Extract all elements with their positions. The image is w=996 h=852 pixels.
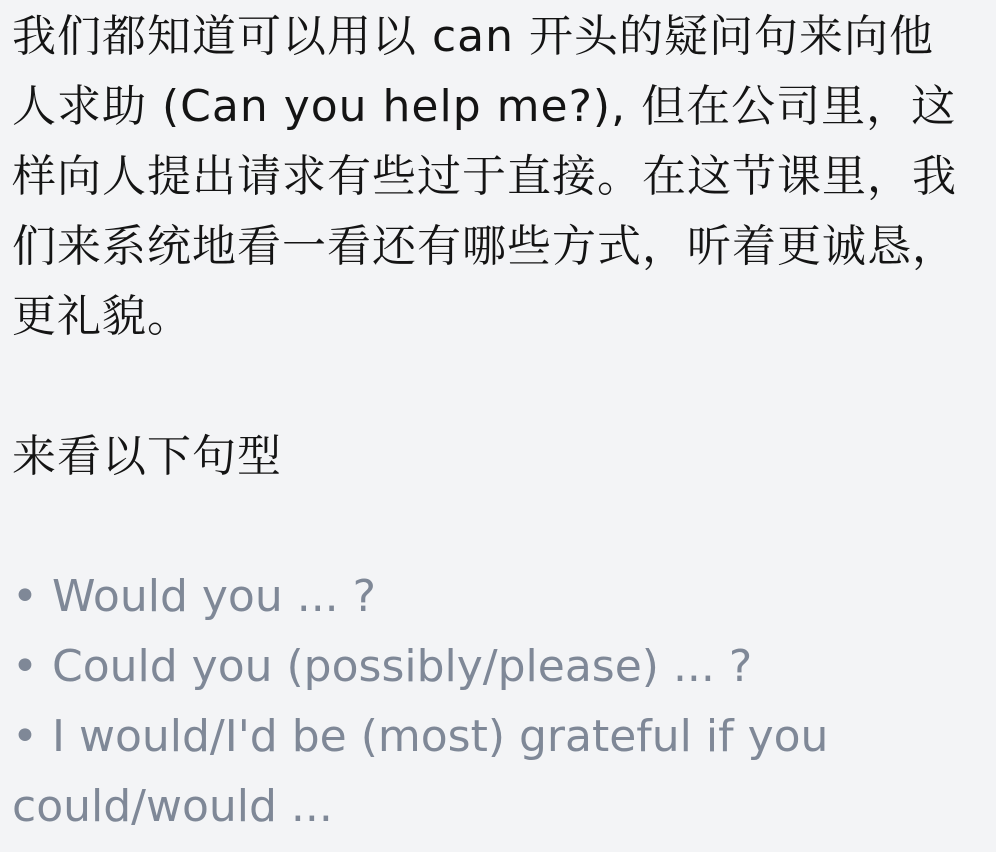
pattern-text: Would you ... ? bbox=[52, 571, 377, 622]
section-heading: 来看以下句型 bbox=[12, 431, 282, 482]
bullet-icon: • bbox=[12, 711, 38, 762]
sentence-pattern-list bbox=[12, 562, 972, 842]
pattern-text: I would/I'd be (most) grateful if you could/would ... bbox=[12, 711, 829, 832]
bullet-icon: • bbox=[12, 571, 38, 622]
bullet-icon: • bbox=[12, 641, 38, 692]
pattern-item-could-you bbox=[12, 632, 972, 702]
pattern-item-grateful bbox=[12, 702, 972, 842]
pattern-text: Could you (possibly/please) ... ? bbox=[52, 641, 753, 692]
pattern-item-would-you bbox=[12, 562, 972, 632]
intro-paragraph: 我们都知道可以用以 can 开头的疑问句来向他人求助 (Can you help me?), 但在公司里，这样向人提出请求有些过于直接。在这节课里，我们来系统地看一看还有哪些方式，听着更诚恳，更礼貌。 bbox=[12, 11, 957, 342]
